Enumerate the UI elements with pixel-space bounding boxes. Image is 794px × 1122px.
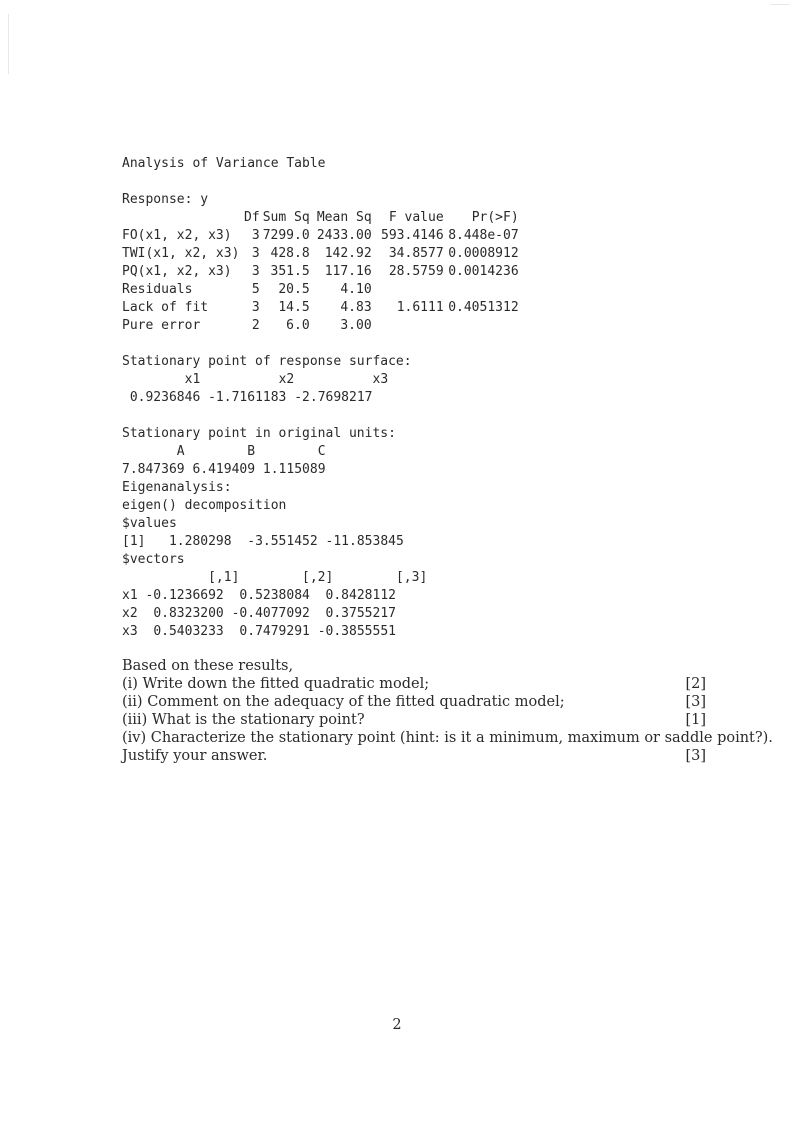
vector-cell: 0.5238084 xyxy=(239,588,310,603)
vector-cell: -0.1236692 xyxy=(145,588,224,603)
row-source: Lack of fit xyxy=(122,300,209,315)
row-f-value: 1.6111 xyxy=(396,300,444,315)
stationary-point-value: -2.7698217 xyxy=(294,390,373,405)
stationary-point-heading: Stationary point of response surface: xyxy=(122,354,412,369)
question-text: (iii) What is the stationary point? xyxy=(122,712,365,728)
row-df: 3 xyxy=(251,228,260,243)
eigen-value: 1.280298 xyxy=(168,534,232,549)
original-units-heading: Stationary point in original units: xyxy=(122,426,396,441)
original-units-value: 7.847369 xyxy=(122,462,185,477)
original-units-name: A xyxy=(176,444,185,459)
scan-edge-mark xyxy=(8,14,9,74)
vector-cell: 0.5403233 xyxy=(153,624,224,639)
header-sum-sq: Sum Sq xyxy=(262,210,310,225)
row-mean-sq: 4.10 xyxy=(340,282,372,297)
eigen-heading: Eigenanalysis: xyxy=(122,480,232,495)
stationary-point-name xyxy=(122,372,185,387)
questions-section xyxy=(122,657,773,765)
eigen-value: -11.853845 xyxy=(325,534,404,549)
question-text: (iv) Characterize the stationary point (hint: is it a minimum, maximum or saddle point?). xyxy=(122,730,773,746)
table-row xyxy=(122,263,519,281)
stationary-point-block xyxy=(122,353,412,407)
row-mean-sq: 142.92 xyxy=(324,246,372,261)
scan-edge-mark xyxy=(770,4,790,5)
question-mark: [3] xyxy=(685,748,706,764)
stationary-point-value: 0.9236846 xyxy=(129,390,201,405)
vector-cell: 0.8428112 xyxy=(325,588,396,603)
eigen-value: -3.551452 xyxy=(247,534,318,549)
header-mean-sq: Mean Sq xyxy=(316,210,372,225)
question-item xyxy=(122,711,706,729)
anova-table xyxy=(122,209,519,335)
question-item xyxy=(122,675,706,693)
row-p-value: 0.0008912 xyxy=(448,246,519,261)
header-df: Df xyxy=(244,210,260,225)
row-source: PQ(x1, x2, x3) xyxy=(122,264,232,279)
stationary-point-name: x2 xyxy=(278,372,295,387)
row-source: Residuals xyxy=(122,282,193,297)
row-f-value: 28.5759 xyxy=(388,264,444,279)
table-row xyxy=(122,227,519,245)
page-number: 2 xyxy=(392,1017,402,1033)
row-sum-sq: 428.8 xyxy=(270,246,310,261)
row-mean-sq: 117.16 xyxy=(324,264,372,279)
original-units-value: 6.419409 xyxy=(192,462,256,477)
row-sum-sq: 14.5 xyxy=(278,300,310,315)
original-units-name: C xyxy=(317,444,326,459)
vector-col-header: [,2] xyxy=(302,570,334,585)
row-sum-sq: 7299.0 xyxy=(262,228,310,243)
vector-cell: 0.8323200 xyxy=(153,606,224,621)
row-f-value xyxy=(372,317,444,335)
row-p-value: 0.0014236 xyxy=(448,264,519,279)
question-mark: [3] xyxy=(685,694,706,710)
row-df: 5 xyxy=(251,282,260,297)
vector-row-name: x3 xyxy=(122,624,138,639)
question-mark: [1] xyxy=(685,712,706,728)
row-sum-sq: 351.5 xyxy=(270,264,310,279)
vector-cell: 0.7479291 xyxy=(239,624,310,639)
questions-intro-line xyxy=(122,657,706,675)
vector-cell: -0.3855551 xyxy=(317,624,396,639)
row-f-value: 593.4146 xyxy=(381,228,444,243)
eigen-subheading: eigen() decomposition xyxy=(122,498,287,513)
vector-row-name: x2 xyxy=(122,606,138,621)
row-sum-sq: 6.0 xyxy=(286,318,310,333)
question-text: (ii) Comment on the adequacy of the fitted quadratic model; xyxy=(122,694,565,710)
table-row xyxy=(122,281,519,299)
header-f-value: F value xyxy=(388,210,444,225)
vector-col-header: [,1] xyxy=(208,570,240,585)
row-p-value xyxy=(444,281,519,299)
row-f-value: 34.8577 xyxy=(388,246,444,261)
vector-cell: -0.4077092 xyxy=(231,606,310,621)
question-text: (i) Write down the fitted quadratic model; xyxy=(122,676,430,692)
question-item xyxy=(122,729,773,747)
question-mark: [2] xyxy=(685,676,706,692)
row-p-value xyxy=(444,317,519,335)
original-units-value: 1.115089 xyxy=(262,462,326,477)
row-mean-sq: 3.00 xyxy=(340,318,372,333)
table-row xyxy=(122,245,519,263)
original-units-name: B xyxy=(247,444,256,459)
row-df: 3 xyxy=(251,264,260,279)
header-source xyxy=(122,209,244,227)
row-mean-sq: 4.83 xyxy=(340,300,372,315)
questions-intro: Based on these results, xyxy=(122,658,294,674)
row-p-value: 0.4051312 xyxy=(448,300,519,315)
table-header-row xyxy=(122,209,519,227)
anova-title: Analysis of Variance Table xyxy=(122,156,326,171)
eigen-values-index: [1] xyxy=(122,534,146,549)
row-df: 3 xyxy=(251,300,260,315)
row-p-value: 8.448e-07 xyxy=(448,228,519,243)
response-label: Response: y xyxy=(122,192,209,207)
question-text: Justify your answer. xyxy=(122,748,268,764)
table-row xyxy=(122,317,519,335)
stationary-point-value: -1.7161183 xyxy=(208,390,287,405)
vector-col-header: [,3] xyxy=(395,570,428,585)
row-source: Pure error xyxy=(122,318,201,333)
table-row xyxy=(122,299,519,317)
question-item xyxy=(122,693,706,711)
row-source: TWI(x1, x2, x3) xyxy=(122,246,240,261)
header-p-value: Pr(>F) xyxy=(471,210,519,225)
row-sum-sq: 20.5 xyxy=(278,282,310,297)
eigen-vectors-label: $vectors xyxy=(122,552,185,567)
vector-row-name: x1 xyxy=(122,588,138,603)
original-units-block xyxy=(122,425,427,641)
eigen-values-label: $values xyxy=(122,516,177,531)
row-source: FO(x1, x2, x3) xyxy=(122,228,232,243)
row-df: 2 xyxy=(251,318,260,333)
vector-cell: 0.3755217 xyxy=(325,606,396,621)
stationary-point-name: x3 xyxy=(372,372,389,387)
row-mean-sq: 2433.00 xyxy=(316,228,372,243)
row-f-value xyxy=(372,281,444,299)
question-item xyxy=(122,747,706,765)
stationary-point-name: x1 xyxy=(184,372,201,387)
row-df: 3 xyxy=(251,246,260,261)
